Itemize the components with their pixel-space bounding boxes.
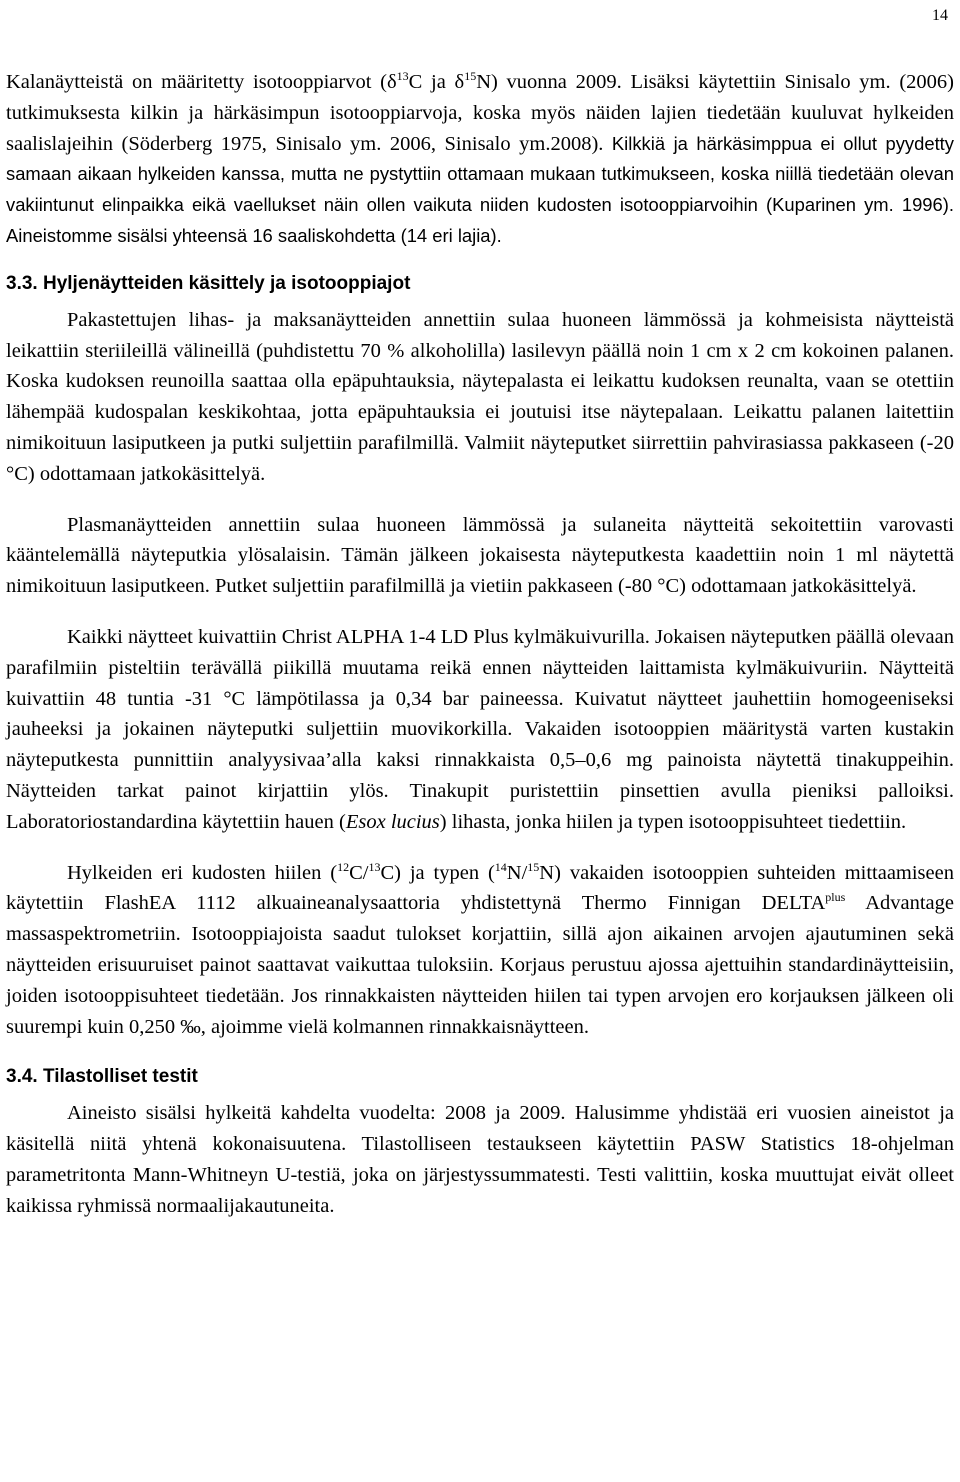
paragraph-4-text-1: Hylkeiden eri kudosten hiilen ( [67,861,338,884]
intro-text-3: N) vuonna 2009. Lisäksi käytettiin Sinisalo ym. (2006) tutkimuksesta kilkin ja härkäsimpun isotooppiarvoja, koska myös näiden lajien tiedetään kuuluvat hylkeiden saalislajeihin (Söderberg 1975, Sinisalo ym. 2006, Sinisalo ym.2008). [6,71,954,155]
section-3-3-paragraph-2: Plasmanäytteiden annettiin sulaa huoneen lämmössä ja sulaneita näytteitä sekoitettiin varovasti kääntelemällä näyteputkia ylösalaisin. Tämän jälkeen jokaisesta näyteputkesta kaadettiin noin 1 ml näytettä nimikoituun lasiputkeen. Putket suljettiin parafilmillä ja vietiin pakkaseen (-80 °C) odottamaan jatkokäsittelyä. [6,513,954,598]
paragraph-4-text-6: Advantage massaspektrometriin. Isotooppiajoista saadut tulokset korjattiin, sillä ajon aikainen arvojen ajautuminen sekä näytteiden erisuuruiset painot saattavat vaikuttaa tuloksiin. Korjaus perustuu ajossa ajettuihin standardinäytteisiin, joiden isotooppisuhteet tiedetään. Jos rinnakkaisten näytteiden hiilen tai typen arvojen ero korjauksen jälkeen oli suurempi kuin 0,250 ‰, ajoimme vielä kolmannen rinnakkaisnäytteen. [6,892,954,1038]
section-3-4-heading: 3.4. Tilastolliset testit [6,1066,198,1088]
sup-12: 12 [337,859,350,874]
intro-text-1: Kalanäytteistä on määritetty isotooppiarvot (δ [6,71,397,93]
species-name: Esox lucius [345,810,440,833]
paragraph-4-text-4: N/ [506,861,528,884]
sup-13: 13 [368,859,381,874]
sup-plus: plus [825,890,846,905]
intro-sup-15: 15 [464,69,477,84]
paragraph-4-text-2: C/ [349,861,369,884]
paragraph-4-text-3: C) ja typen ( [380,861,495,884]
section-3-3-heading: 3.3. Hyljenäytteiden käsittely ja isotooppiajot [6,272,411,294]
intro-sup-13: 13 [396,69,409,84]
paragraph-3-text-a: Kaikki näytteet kuivattiin Christ ALPHA 1-4 LD Plus kylmäkuivurilla. Jokaisen näyteputken päällä olevaan parafilmiin pisteltiin terävällä piikillä muutama reikä ennen näytteiden laittamista kylmäkuivuriin. Näytteitä kuivattiin 48 tuntia -31 °C lämpötilassa ja 0,34 bar paineessa. Kuivatut näytteet jauhettiin homogeeniseksi jauheeksi ja jokainen näyteputki suljettiin muovikorkilla. Vakaiden isotooppien määritystä varten kustakin näyteputkesta punnittiin analyysivaa’alla kaksi rinnakkaista 0,5–0,6 mg painoista näytettä tinakuppeihin. Näytteiden tarkat painot kirjattiin ylös. Tinakupit puristettiin pinsettien avulla pieniksi palloiksi. Laboratoriostandardina käytettiin hauen ( [6,625,954,833]
intro-text-4: Kilkkiä ja härkäsimppua ei ollut pyydetty samaan aikaan hylkeiden kanssa, mutta ne pystyttiin ottamaan mukaan tutkimukseen, koska niillä tiedetään olevan vakiintunut elinpaikka eikä vaellukset näin ollen vaikuta niiden kudosten isotooppiarvoihin (Kuparinen ym. 1996). Aineistomme sisälsi yhteensä 16 saaliskohdetta (14 eri lajia). [6,132,954,246]
section-3-3-paragraph-3 [6,622,954,838]
intro-text-2: C ja δ [408,71,465,93]
sup-15: 15 [527,859,540,874]
sup-14: 14 [494,859,507,874]
paragraph-4-text-5: N) vakaiden isotooppien suhteiden mittaamiseen käytettiin FlashEA 1112 alkuaineanalysaattoria yhdistettynä Thermo Finnigan DELTA [6,861,954,915]
section-3-3-paragraph-4 [6,858,954,1043]
page-number: 14 [932,7,948,24]
paragraph-3-text-b: ) lihasta, jonka hiilen ja typen isotooppisuhteet tiedettiin. [439,810,907,833]
document-body [6,67,954,1222]
section-3-3-paragraph-1: Pakastettujen lihas- ja maksanäytteiden annettiin sulaa huoneen lämmössä ja kohmeisista näytteistä leikattiin steriileillä välineillä (puhdistettu 70 % alkoholilla) lasilevyn päällä noin 1 cm x 2 cm kokoinen palanen. Koska kudoksen reunoilla saattaa olla epäpuhtauksia, näytepalasta ei leikattu kudoksen reunalta, vaan se otettiin lähempää kudospalan keskikohtaa, jotta epäpuhtauksia ei joutuisi itse näytepalaan. Leikattu palanen laitettiin nimikoituun lasiputkeen ja putki suljettiin parafilmillä. Valmiit näyteputket siirrettiin pahvirasiassa pakkaseen (-20 °C) odottamaan jatkokäsittelyä. [6,308,954,485]
section-3-4-paragraph-1: Aineisto sisälsi hylkeitä kahdelta vuodelta: 2008 ja 2009. Halusimme yhdistää eri vuosien aineistot ja käsitellä niitä yhtenä kokonaisuutena. Tilastolliseen testaukseen käytettiin PASW Statistics 18-ohjelman parametritonta Mann-Whitneyn U-testiä, joka on järjestyssummatesti. Testi valittiin, koska muuttujat eivät olleet kaikissa ryhmissä normaalijakautuneita. [6,1102,954,1217]
intro-paragraph [6,67,954,252]
